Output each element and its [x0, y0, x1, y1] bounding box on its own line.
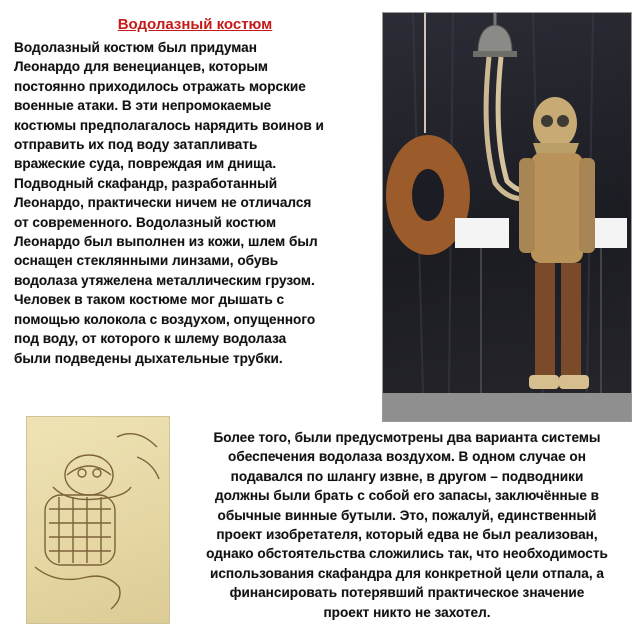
article-title: Водолазный костюм — [117, 16, 273, 33]
outro-line: обеспечения водолаза воздухом. В одном случае он — [228, 449, 586, 465]
intro-line: отправить их под воду затапливать — [14, 137, 258, 153]
intro-line: Человек в таком костюме мог дышать с — [14, 292, 285, 308]
intro-line: Водолазный костюм был придуман — [14, 40, 257, 55]
intro-line: водолаза утяжелена металлическим грузом. — [14, 272, 315, 288]
intro-line: под воду, от которого к шлему водолаза — [14, 331, 287, 347]
intro-line: Леонардо для венецианцев, которым — [14, 59, 268, 75]
outro-line: обычные винные бутыли. Это, пожалуй, единственный — [217, 507, 597, 523]
outro-line: проект изобретателя, который едва не был реализован, — [216, 527, 598, 543]
intro-line: помощью колокола с воздухом, опущенного — [14, 311, 316, 327]
outro-line: использования скафандра для конкретной цели отпала, а — [210, 565, 604, 581]
intro-paragraph — [14, 38, 382, 368]
intro-line: Леонардо, практически ничем не отличался — [14, 195, 312, 211]
outro-line: финансировать потерявший практическое значение — [229, 585, 585, 601]
museum-diving-suit-photo — [382, 12, 632, 422]
outro-line: Более того, были предусмотрены два варианта системы — [213, 430, 601, 445]
intro-line: постоянно приходилось отражать морские — [14, 78, 306, 94]
outro-line: однако обстоятельства сложились так, что необходимость — [206, 546, 608, 562]
intro-line: от современного. Водолазный костюм — [14, 214, 277, 230]
leonardo-sketch-image — [26, 416, 170, 624]
intro-line: Подводный скафандр, разработанный — [14, 175, 278, 191]
intro-line: военные атаки. В эти непромокаемые — [14, 98, 272, 114]
intro-line: оснащен стеклянными линзами, обувь — [14, 253, 279, 269]
outro-line: должны были брать с собой его запасы, заключённые в — [214, 488, 600, 504]
intro-line: были подведены дыхательные трубки. — [14, 350, 283, 366]
intro-line: Леонардо был выполнен из кожи, шлем был — [14, 234, 318, 250]
intro-line: костюмы предполагалось нарядить воинов и — [14, 117, 324, 133]
outro-line: подавался по шлангу извне, в другом – подводники — [230, 468, 584, 484]
outro-line: проект никто не захотел. — [323, 604, 491, 620]
diver-sketch-drawing — [27, 417, 169, 623]
outro-paragraph — [184, 428, 630, 622]
diving-suit-exhibit-drawing — [383, 13, 631, 421]
intro-line: вражеские суда, повреждая им днища. — [14, 156, 277, 172]
